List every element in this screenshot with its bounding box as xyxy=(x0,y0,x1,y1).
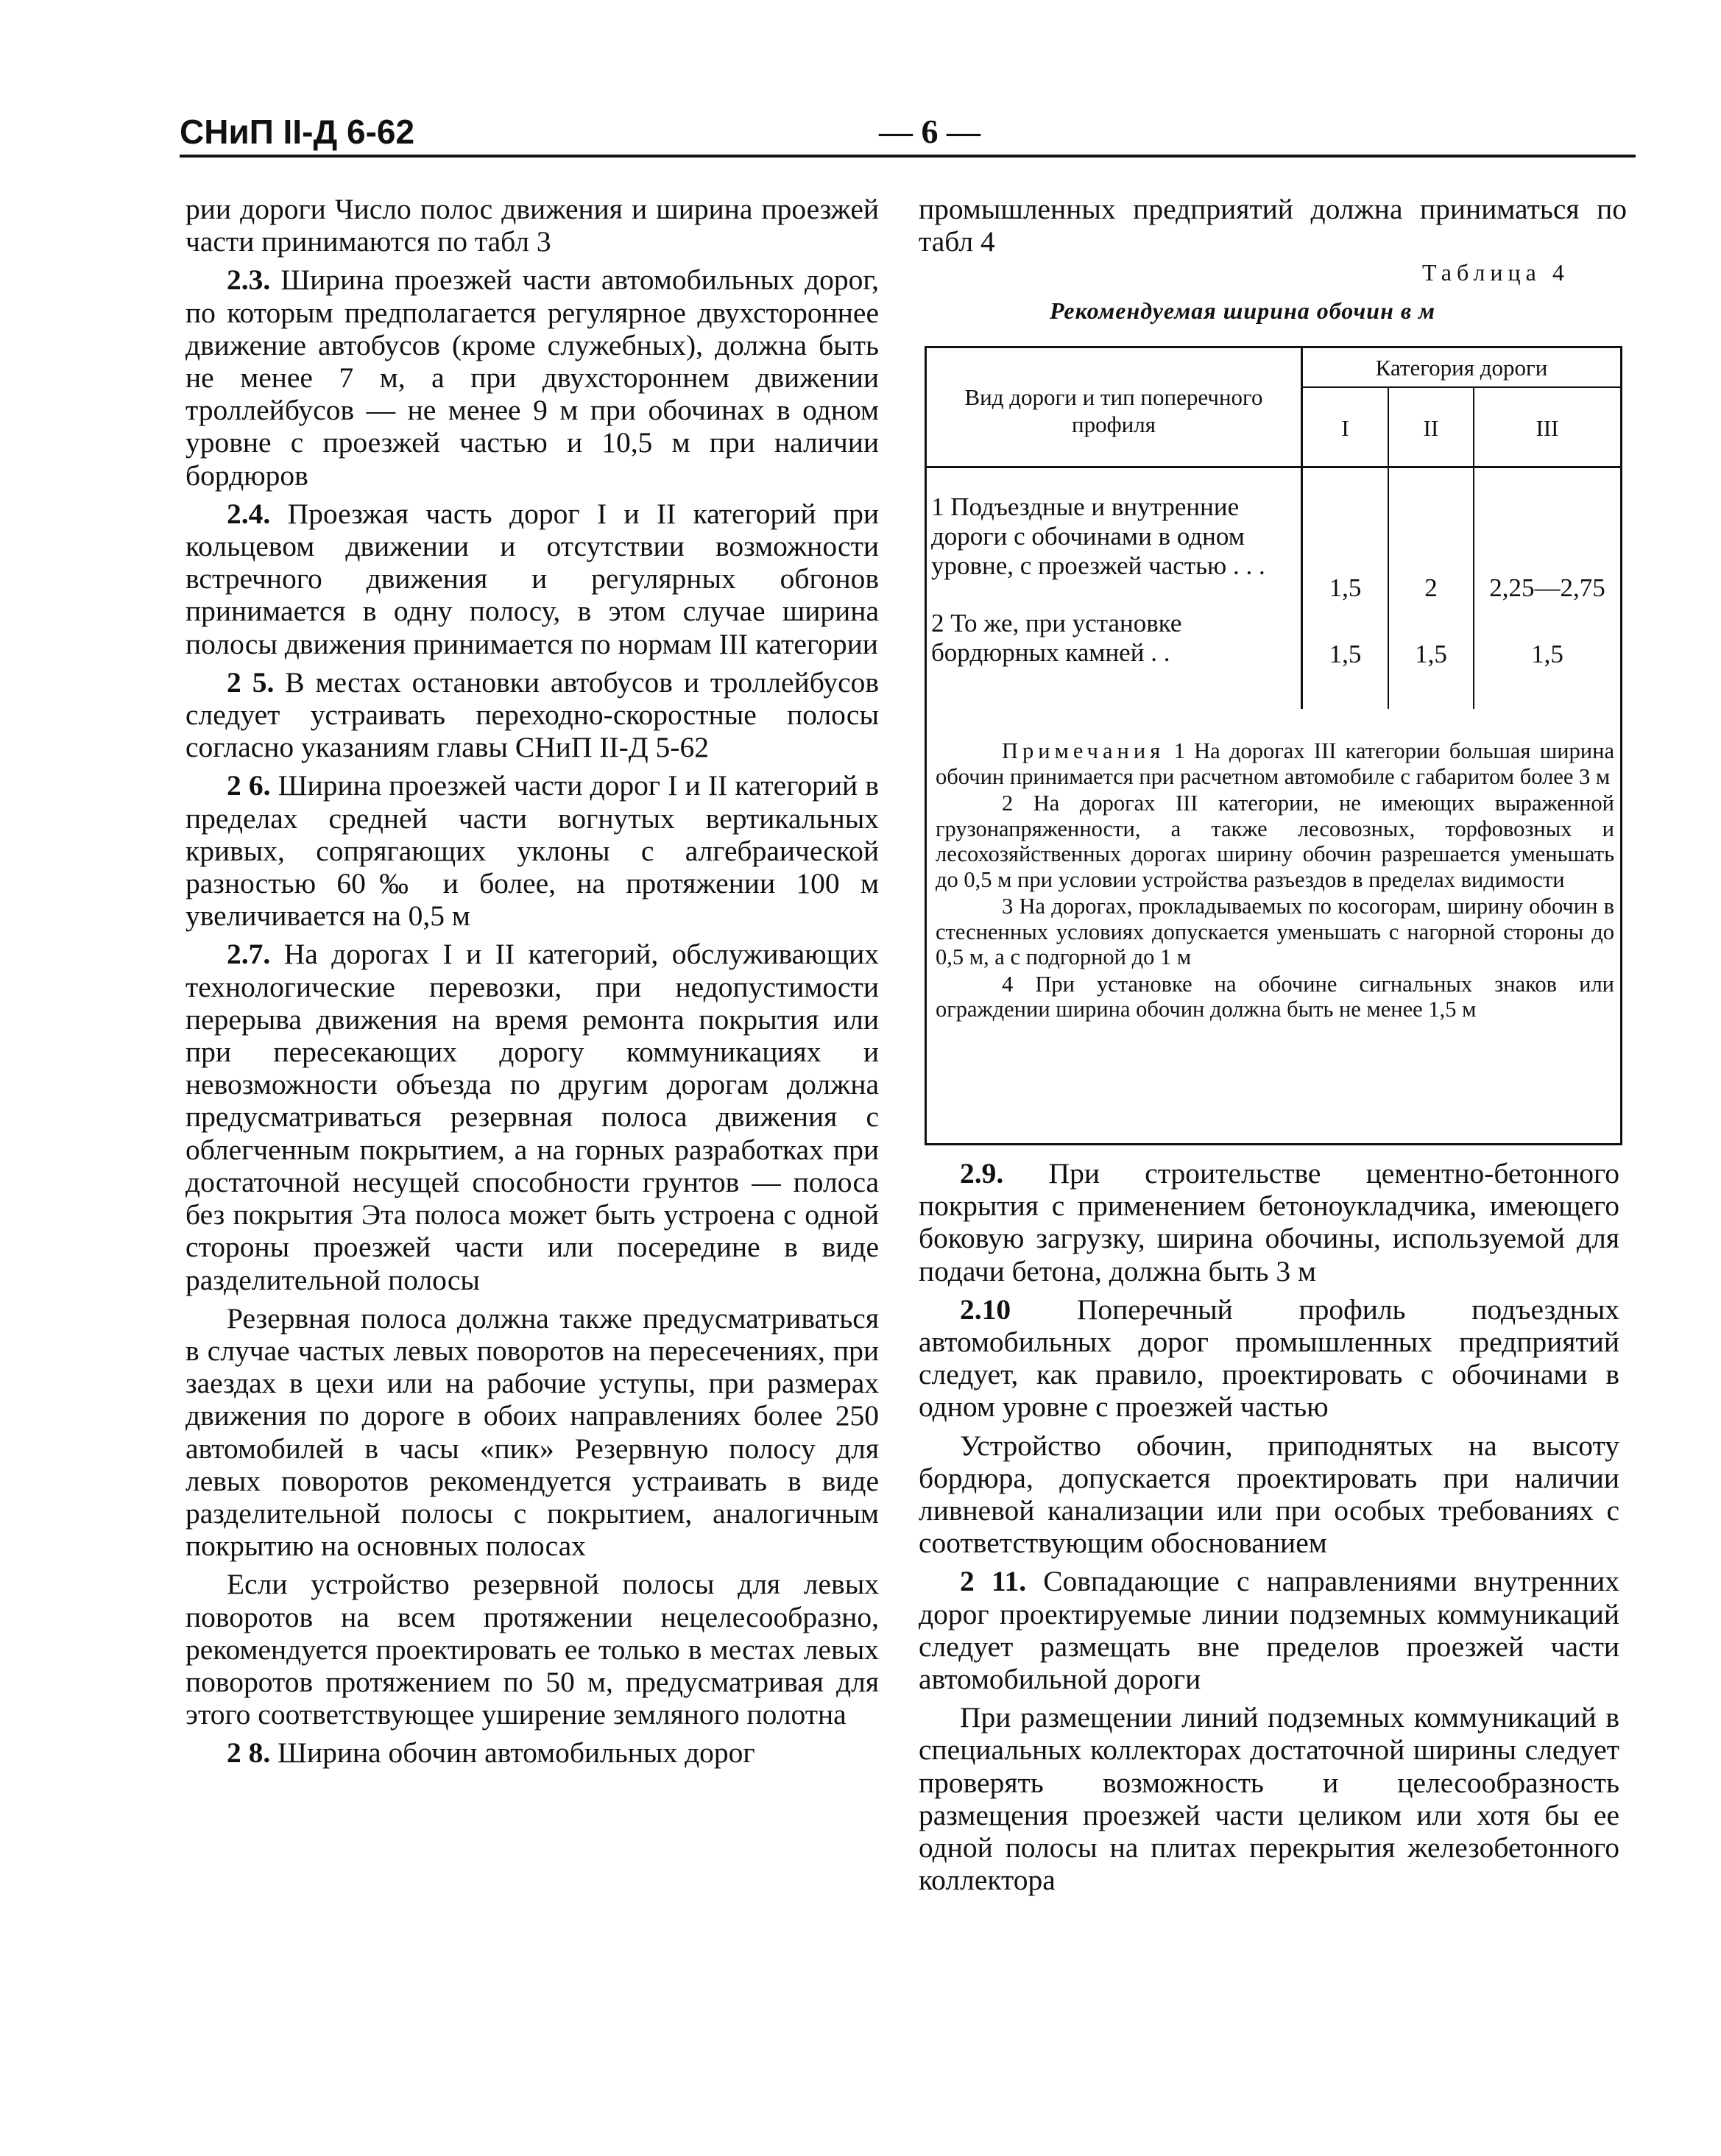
paragraph: 2.10 Поперечный профиль подъездных автомобильных дорог промышленных предприятий следует, как правило, проектировать с обочинами в одном уровне с проезжей частью xyxy=(919,1293,1619,1424)
table-label: Таблица 4 xyxy=(1422,259,1569,286)
table-row-label: 1 Подъездные и внутренние дороги с обочинами в одном уровне, с проезжей частью . . . xyxy=(931,492,1265,580)
category-label: III xyxy=(1536,415,1559,441)
document-code: СНиП II-Д 6-62 xyxy=(180,113,415,151)
column-header-type: Вид дороги и тип поперечного профиля xyxy=(964,384,1263,437)
paragraph: рии дороги Число полос движения и ширина проезжей части принимаются по табл 3 xyxy=(185,193,879,258)
paragraph: 2 5. В местах остановки автобусов и троллейбусов следует устраивать переходно-скоростные полосы согласно указаниям главы СНиП II-Д 5-62 xyxy=(185,665,880,764)
left-column xyxy=(185,193,879,1775)
note: 2 На дорогах III категории, не имеющих выраженной грузонапряженности, а также лесовозных, торфовозных и лесохозяйственных дорогах ширину обочин разрешается уменьшать до 0,5 м при условии устройства разъездов в пределах видимости xyxy=(936,791,1614,892)
column-header-category: Категория дороги xyxy=(1375,355,1548,381)
paragraph: 2.3. Ширина проезжей части автомобильных дорог, по которым предполагается регулярное двухстороннее движение автобусов (кроме служебных), должна быть не менее 7 м, а при двухстороннем движении троллейбусов — не менее 9 м при обочинах в одном уровне с проезжей частью и 10,5 м при наличии бордюров xyxy=(185,264,879,492)
right-top-text xyxy=(919,193,1627,258)
paragraph: промышленных предприятий должна приниматься по табл 4 xyxy=(919,193,1627,258)
table-cell: 1,5 xyxy=(1329,573,1362,602)
note: 3 На дорогах, прокладываемых по косогорам, ширину обочин в стесненных условиях допускается уменьшать с нагорной стороны до 0,5 м, а с подгорной до 1 м xyxy=(936,894,1614,969)
paragraph: 2 6. Ширина проезжей части дорог I и II категорий в пределах средней части вогнутых вертикальных кривых, сопрягающих уклоны с алгебраической разностью 60‰ и более, на протяжении 100 м увеличивается на 0,5 м xyxy=(185,769,879,933)
category-header-rule xyxy=(1301,386,1620,388)
paragraph: Резервная полоса должна также предусматриваться в случае частых левых поворотов на пересечениях, при заездах в цехи или на рабочие уступы, при размерах движения по дороге в обоих направлениях более 250 автомобилей в часы «пик» Резервную полосу для левых поворотов рекомендуется устраивать в виде разделительной полосы с покрытием, аналогичным покрытию на основных полосах xyxy=(185,1301,879,1563)
paragraph: 2 11. Совпадающие с направлениями внутренних дорог проектируемые линии подземных коммуникаций следует размещать вне пределов проезжей части автомобильной дороги xyxy=(919,1565,1619,1696)
table-cell: 1,5 xyxy=(1531,640,1563,668)
note: 4 При установке на обочине сигнальных знаков или ограждении ширина обочин должна быть не менее 1,5 м xyxy=(936,971,1614,1022)
paragraph: 2.9. При строительстве цементно-бетонного покрытия с применением бетоноукладчика, имеющего боковую загрузку, ширина обочины, используемой для подачи бетона, должна быть 3 м xyxy=(919,1157,1619,1287)
page-header xyxy=(180,109,1636,155)
paragraph: Устройство обочин, приподнятых на высоту бордюра, допускается проектировать при наличии ливневой канализации или при особых требованиях с соответствующим обоснованием xyxy=(919,1429,1619,1560)
paragraph: При размещении линий подземных коммуникаций в специальных коллекторах достаточной ширины следует проверять возможность и целесообразность размещения проезжей части целиком или хотя бы ее одной полосы на плитах перекрытия железобетонного коллектора xyxy=(919,1701,1619,1897)
header-rule xyxy=(180,155,1636,158)
paragraph: 2.7. На дорогах I и II категорий, обслуживающих технологические перевозки, при недопустимости перерыва движения на время ремонта покрытия или при пересекающих дорогу коммуникациях и невозможности объезда по другим дорогам должна предусматриваться резервная полоса движения с облегченным покрытием, а на горных разработках при достаточной несущей способности грунтов — полоса без покрытия Эта полоса может быть устроена с одной стороны проезжей части или посередине в виде разделительной полосы xyxy=(185,938,879,1296)
table-row-label: 2 То же, при установке бордюрных камней . . xyxy=(931,609,1182,667)
table-cell: 2,25—2,75 xyxy=(1489,573,1605,602)
paragraph: 2 8. Ширина обочин автомобильных дорог xyxy=(227,1736,755,1770)
category-label: II xyxy=(1423,415,1439,441)
table-cell: 2 xyxy=(1424,573,1438,602)
category-label: I xyxy=(1341,415,1349,441)
paragraph: 2.4. Проезжая часть дорог I и II категорий при кольцевом движении и отсутствии возможности встречного движения и регулярных обгонов принимается в одну полосу, в этом случае ширина полосы движения принимается по нормам III категории xyxy=(185,497,879,660)
note: Примечания 1 На дорогах III категории большая ширина обочин принимается при расчетном автомобиле с габаритом более 3 м xyxy=(936,738,1614,789)
table-notes xyxy=(936,738,1614,1024)
table-cell: 1,5 xyxy=(1329,640,1362,668)
right-column xyxy=(919,1157,1619,1902)
page-number: — 6 — xyxy=(879,113,980,150)
paragraph: Если устройство резервной полосы для левых поворотов на всем протяжении нецелесообразно, рекомендуется проектировать ее только в местах левых поворотов протяжением по 50 м, предусматривая для этого соответствующее уширение земляного полотна xyxy=(185,1568,879,1731)
table-title: Рекомендуемая ширина обочин в м xyxy=(1050,297,1436,324)
table-cell: 1,5 xyxy=(1415,640,1447,668)
table-header-rule xyxy=(927,466,1620,468)
shoulder-width-table xyxy=(925,346,1622,1145)
